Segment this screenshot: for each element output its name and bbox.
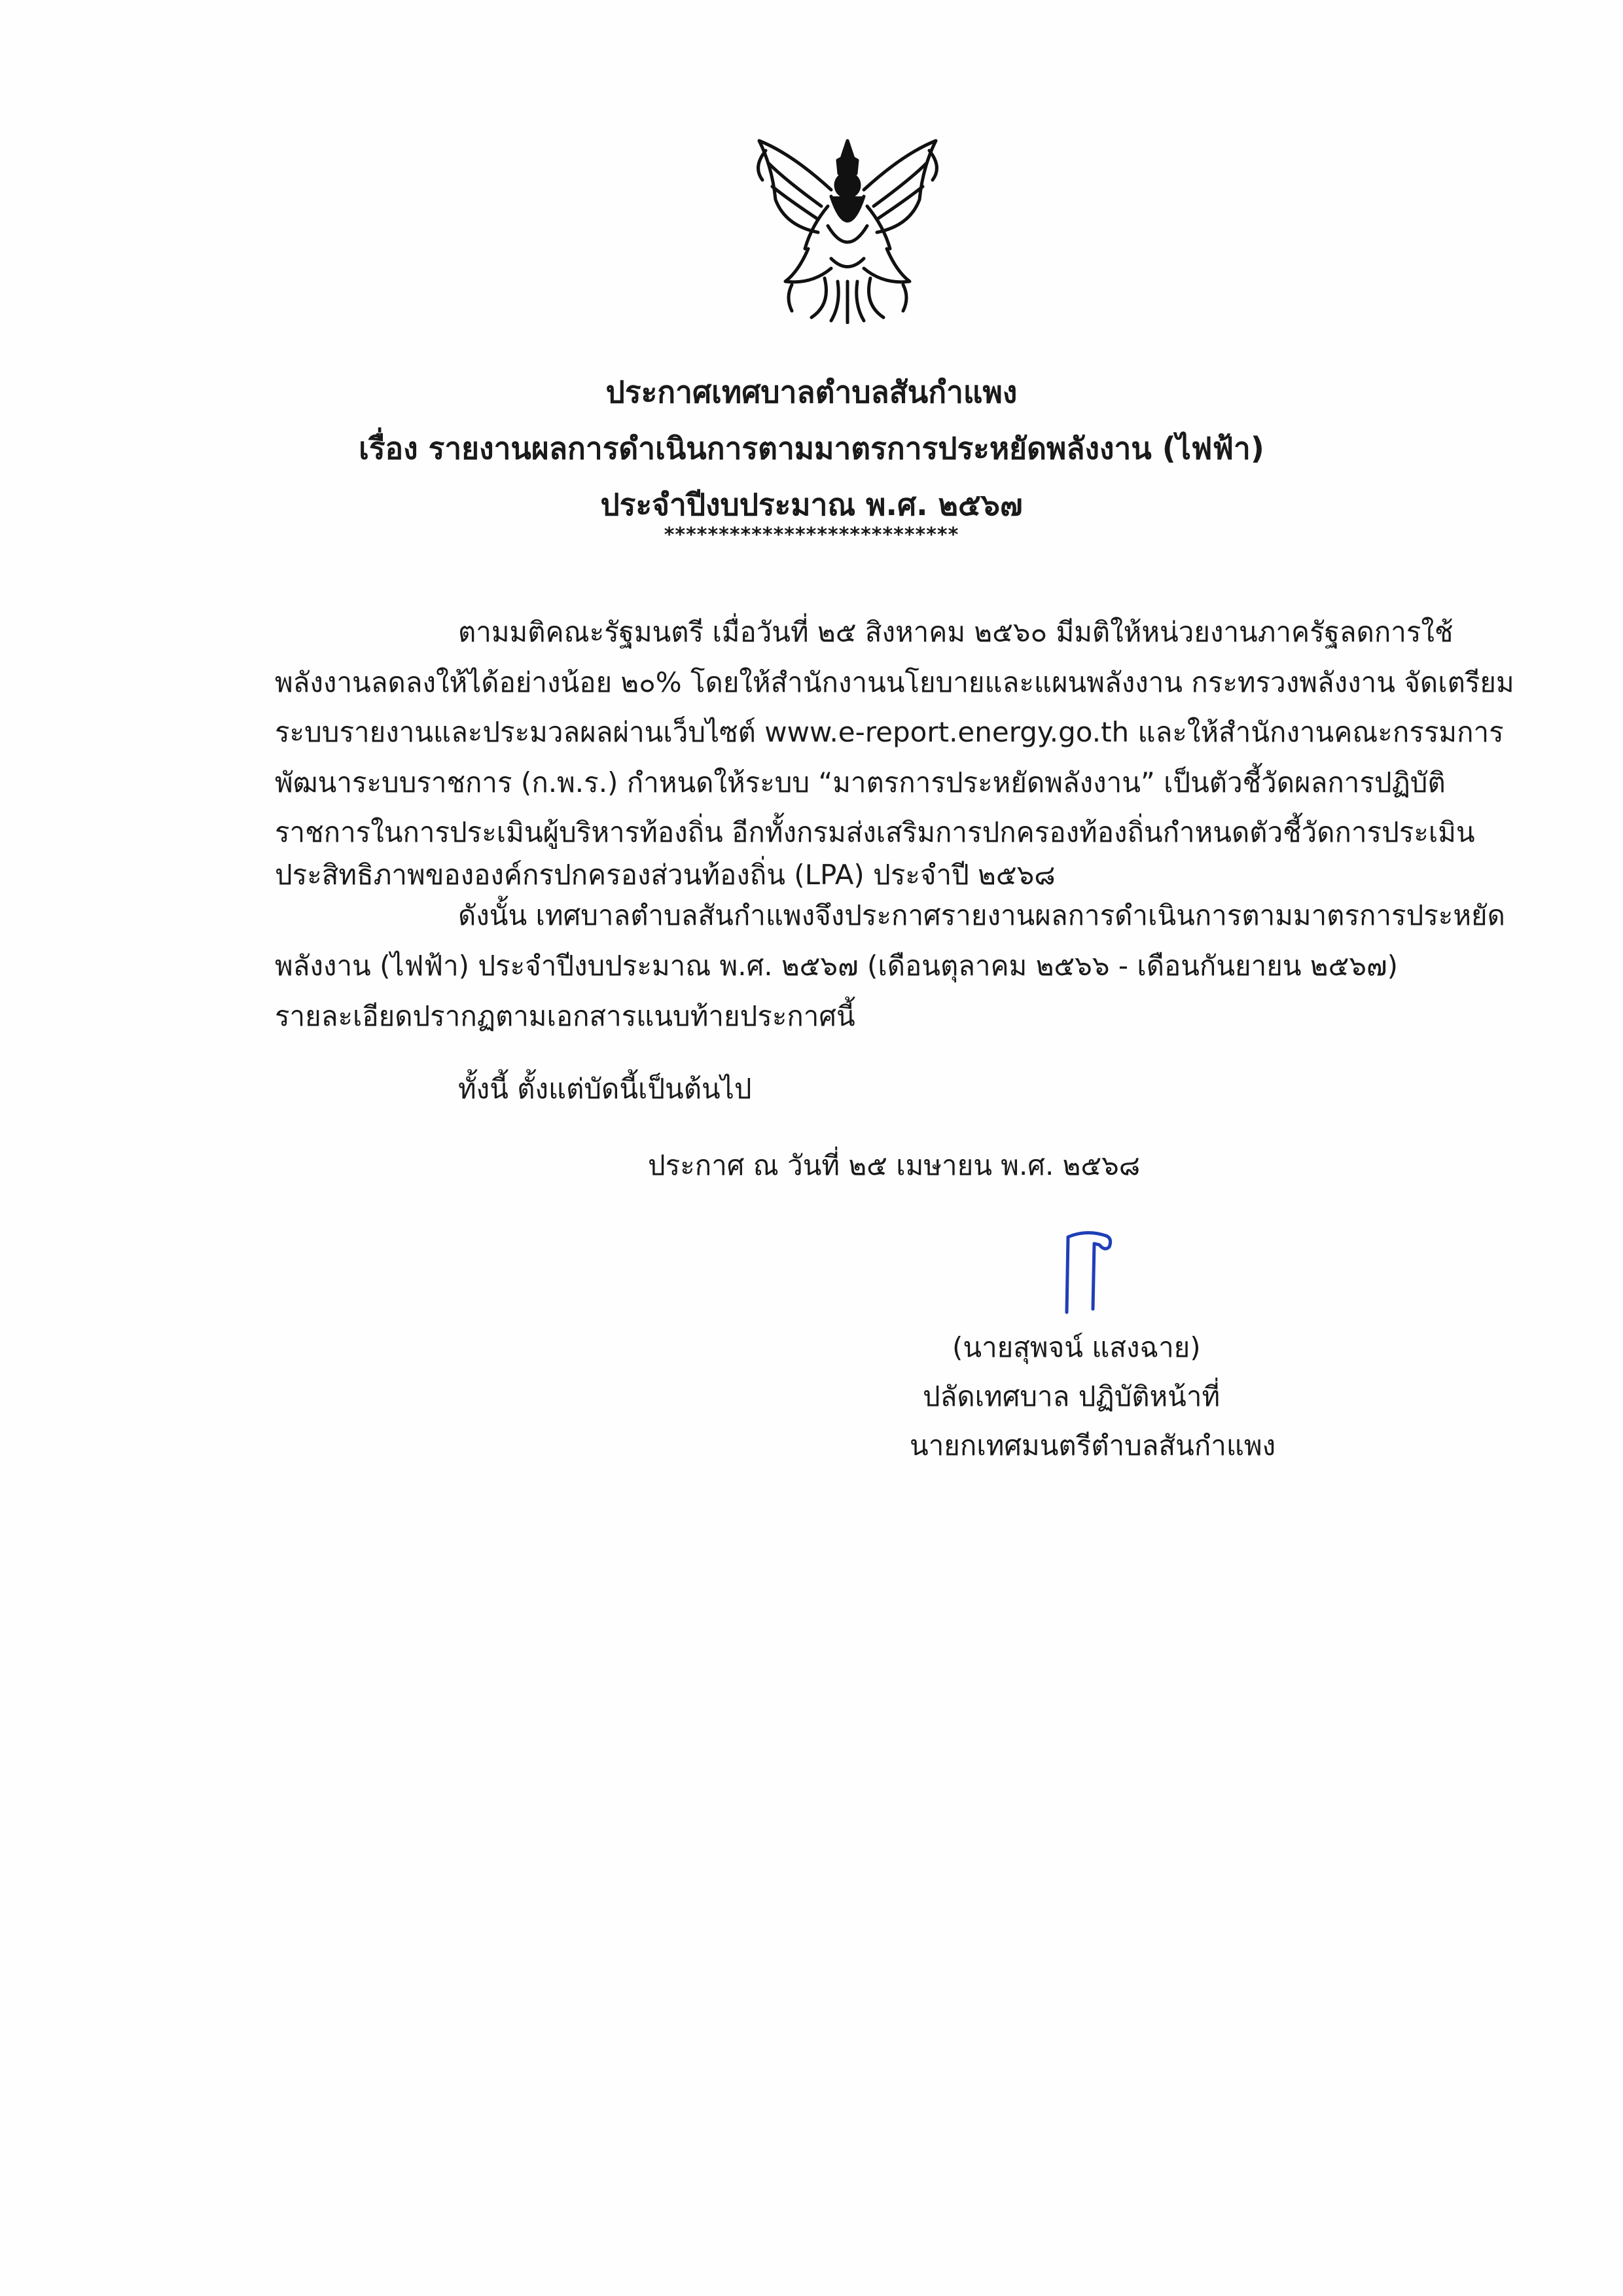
body-line-1: ตามมติคณะรัฐมนตรี เมื่อวันที่ ๒๕ สิงหาคม ๒๕๖๐ มีมติให้หน่วยงานภาครัฐลดการใช้ — [458, 616, 1454, 648]
garuda-emblem-icon — [746, 128, 949, 324]
title-subject: เรื่อง รายงานผลการดำเนินการตามมาตรการประหยัดพลังงาน (ไฟฟ้า) — [359, 431, 1264, 466]
body-line-3: ระบบรายงานและประมวลผลผ่านเว็บไซต์ www.e-report.energy.go.th และให้สำนักงานคณะกรรมการ — [275, 716, 1504, 748]
closing-line: ทั้งนี้ ตั้งแต่บัดนี้เป็นต้นไป — [458, 1073, 752, 1105]
body-line-9: รายละเอียดปรากฏตามเอกสารแนบท้ายประกาศนี้ — [275, 1000, 855, 1032]
title-fiscal-year: ประจำปีงบประมาณ พ.ศ. ๒๕๖๗ — [600, 487, 1023, 522]
body-line-4: พัฒนาระบบราชการ (ก.พ.ร.) กำหนดให้ระบบ “มาตรการประหยัดพลังงาน” เป็นตัวชี้วัดผลการปฏิบัติ — [275, 766, 1446, 798]
signatory-name: (นายสุพจน์ แสงฉาย) — [952, 1331, 1201, 1363]
signatory-acting-position: นายกเทศมนตรีตำบลสันกำแพง — [910, 1429, 1276, 1462]
title-organization: ประกาศเทศบาลตำบลสันกำแพง — [605, 374, 1018, 410]
date-line: ประกาศ ณ วันที่ ๒๕ เมษายน พ.ศ. ๒๕๖๘ — [648, 1149, 1141, 1181]
title-separator: *************************** — [664, 524, 959, 547]
body-line-2: พลังงานลดลงให้ได้อย่างน้อย ๒๐% โดยให้สำนักงานนโยบายและแผนพลังงาน กระทรวงพลังงาน จัดเตรียม — [275, 666, 1514, 698]
body-line-5: ราชการในการประเมินผู้บริหารท้องถิ่น อีกทั้งกรมส่งเสริมการปกครองท้องถิ่นกำหนดตัวชี้วัดการประเมิน — [275, 816, 1475, 848]
handwritten-signature — [1054, 1224, 1126, 1322]
announcement-title — [0, 364, 1623, 533]
body-line-8: พลังงาน (ไฟฟ้า) ประจำปีงบประมาณ พ.ศ. ๒๕๖๗ (เดือนตุลาคม ๒๕๖๖ - เดือนกันยายน ๒๕๖๗) — [275, 950, 1399, 982]
signatory-position: ปลัดเทศบาล ปฏิบัติหน้าที่ — [923, 1380, 1221, 1412]
body-line-6: ประสิทธิภาพขององค์กรปกครองส่วนท้องถิ่น (LPA) ประจำปี ๒๕๖๘ — [275, 859, 1056, 891]
body-line-7: ดังนั้น เทศบาลตำบลสันกำแพงจึงประกาศรายงานผลการดำเนินการตามมาตรการประหยัด — [458, 899, 1505, 931]
